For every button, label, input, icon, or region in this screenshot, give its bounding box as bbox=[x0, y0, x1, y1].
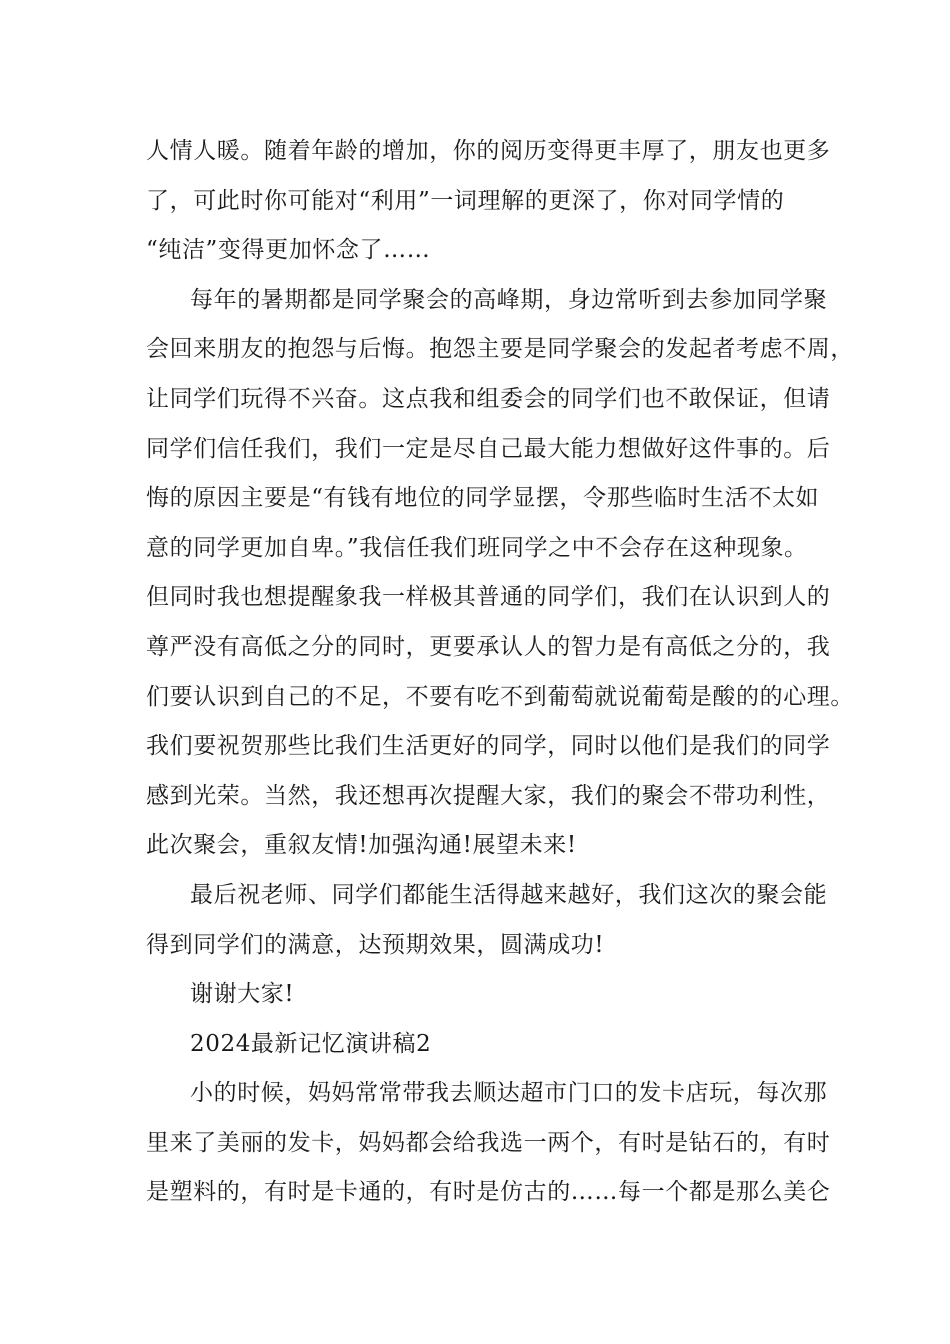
text-line: 了，可此时你可能对“利用”一词理解的更深了，你对同学情的 bbox=[146, 187, 785, 214]
text-line: 同学们信任我们，我们一定是尽自己最大能力想做好这件事的。后 bbox=[146, 435, 831, 462]
paragraph-3 bbox=[146, 871, 826, 970]
text-line: 尊严没有高低之分的同时，更要承认人的智力是有高低之分的，我 bbox=[146, 633, 831, 660]
text-line: 小的时候，妈妈常常带我去顺达超市门口的发卡店玩，每次那 bbox=[190, 1080, 828, 1107]
text-line: 感到光荣。当然，我还想再次提醒大家，我们的聚会不带功利性， bbox=[146, 782, 831, 809]
text-line: 悔的原因主要是“有钱有地位的同学显摆，令那些临时生活不太如 bbox=[146, 485, 820, 512]
text-line: 但同时我也想提醒象我一样极其普通的同学们，我们在认识到人的 bbox=[146, 584, 831, 611]
paragraph-6 bbox=[146, 1069, 831, 1218]
text-line: 最后祝老师、同学们都能生活得越来越好，我们这次的聚会能 bbox=[190, 881, 828, 908]
document-body bbox=[146, 127, 854, 1218]
text-line: 让同学们玩得不兴奋。这点我和组委会的同学们也不敢保证，但请 bbox=[146, 385, 831, 412]
text-line: 里来了美丽的发卡，妈妈都会给我选一两个，有时是钻石的，有时 bbox=[146, 1129, 831, 1156]
text-line: 此次聚会，重叙友情!加强沟通!展望未来! bbox=[146, 832, 577, 859]
text-line: 人情人暖。随着年龄的增加，你的阅历变得更丰厚了，朋友也更多 bbox=[146, 138, 831, 164]
heading-line: 2024最新记忆演讲稿2 bbox=[190, 1030, 432, 1057]
text-line: 谢谢大家! bbox=[190, 981, 295, 1008]
paragraph-2 bbox=[146, 276, 854, 871]
paragraph-1 bbox=[146, 127, 831, 276]
text-line: 们要认识到自己的不足，不要有吃不到葡萄就说葡萄是酸的的心理。 bbox=[146, 683, 854, 710]
text-line: “纯洁”变得更加怀念了…… bbox=[146, 237, 431, 264]
paragraph-4 bbox=[146, 970, 826, 1020]
text-line: 会回来朋友的抱怨与后悔。抱怨主要是同学聚会的发起者考虑不周， bbox=[146, 336, 854, 363]
text-line: 意的同学更加自卑。”我信任我们班同学之中不会存在这种现象。 bbox=[146, 534, 808, 561]
section-heading bbox=[146, 1020, 826, 1070]
text-line: 我们要祝贺那些比我们生活更好的同学，同时以他们是我们的同学 bbox=[146, 733, 831, 760]
text-line: 是塑料的，有时是卡通的，有时是仿古的……每一个都是那么美仑 bbox=[146, 1179, 831, 1206]
text-line: 得到同学们的满意，达预期效果，圆满成功! bbox=[146, 931, 605, 958]
text-line: 每年的暑期都是同学聚会的高峰期，身边常听到去参加同学聚 bbox=[190, 286, 828, 313]
